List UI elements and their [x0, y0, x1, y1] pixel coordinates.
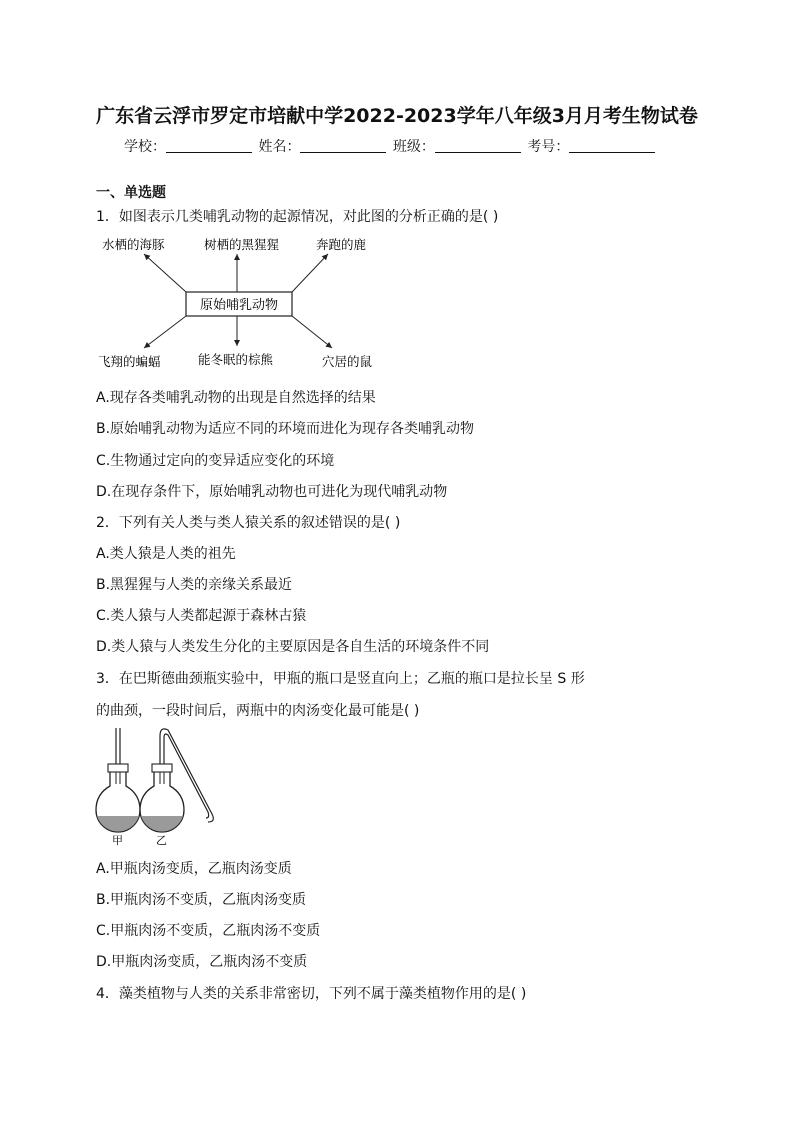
swan-neck-flask-diagram: [92, 724, 224, 848]
page-title: 广东省云浮市罗定市培献中学2022-2023学年八年级3月月考生物试卷: [96, 105, 698, 127]
q1-option-a: A.现存各类哺乳动物的出现是自然选择的结果: [96, 390, 376, 406]
student-info-line: [124, 136, 657, 156]
q3-option-a: A.甲瓶肉汤变质，乙瓶肉汤变质: [96, 861, 292, 877]
flask-label-yi: 乙: [156, 834, 167, 847]
label-top-mid: 树栖的黑猩猩: [204, 237, 280, 252]
label-top-right: 奔跑的鹿: [316, 237, 367, 252]
arrow-bottom-left: [144, 316, 186, 348]
arrow-top-left: [144, 254, 186, 292]
number-label: 考号：: [527, 139, 570, 155]
class-blank: [435, 138, 521, 153]
q3-stem-line1: 3．在巴斯德曲颈瓶实验中，甲瓶的瓶口是竖直向上；乙瓶的瓶口是拉长呈 S 形: [96, 671, 585, 687]
section-title: 一、单选题: [96, 185, 166, 201]
class-label: 班级：: [392, 139, 435, 155]
name-blank: [300, 138, 386, 153]
q1-stem: 1．如图表示几类哺乳动物的起源情况，对此图的分析正确的是( ): [96, 209, 499, 225]
q2-stem: 2．下列有关人类与类人猿关系的叙述错误的是( ): [96, 515, 401, 531]
arrow-bottom-right: [292, 316, 332, 348]
number-blank: [569, 138, 655, 153]
label-bottom-mid: 能冬眠的棕熊: [198, 352, 274, 367]
label-top-left: 水栖的海豚: [102, 237, 165, 252]
q3-option-d: D.甲瓶肉汤变质，乙瓶肉汤不变质: [96, 954, 308, 970]
school-blank: [166, 138, 252, 153]
label-bottom-left: 飞翔的蝙蝠: [98, 354, 161, 369]
arrow-top-right: [292, 254, 328, 292]
flask-jia: [96, 728, 140, 832]
q1-option-b: B.原始哺乳动物为适应不同的环境而进化为现存各类哺乳动物: [96, 421, 475, 437]
q1-option-c: C.生物通过定向的变异适应变化的环境: [96, 453, 335, 469]
q3-option-c: C.甲瓶肉汤不变质，乙瓶肉汤不变质: [96, 923, 321, 939]
q2-option-a: A.类人猿是人类的祖先: [96, 546, 236, 562]
q2-option-d: D.类人猿与人类发生分化的主要原因是各自生活的环境条件不同: [96, 639, 490, 655]
center-label: 原始哺乳动物: [199, 298, 279, 313]
school-label: 学校：: [124, 139, 166, 155]
q3-option-b: B.甲瓶肉汤不变质，乙瓶肉汤变质: [96, 892, 307, 908]
flask-yi: [140, 729, 213, 832]
q4-stem: 4．藻类植物与人类的关系非常密切，下列不属于藻类植物作用的是( ): [96, 986, 527, 1002]
q1-option-d: D.在现存条件下，原始哺乳动物也可进化为现代哺乳动物: [96, 484, 448, 500]
q2-option-b: B.黑猩猩与人类的亲缘关系最近: [96, 577, 293, 593]
mammal-origin-diagram: [96, 232, 386, 374]
flask-label-jia: 甲: [112, 834, 123, 847]
label-bottom-right: 穴居的鼠: [322, 354, 373, 369]
q2-option-c: C.类人猿与人类都起源于森林古猿: [96, 608, 307, 624]
name-label: 姓名：: [258, 139, 301, 155]
q3-stem-line2: 的曲颈，一段时间后，两瓶中的肉汤变化最可能是( ): [96, 703, 420, 719]
